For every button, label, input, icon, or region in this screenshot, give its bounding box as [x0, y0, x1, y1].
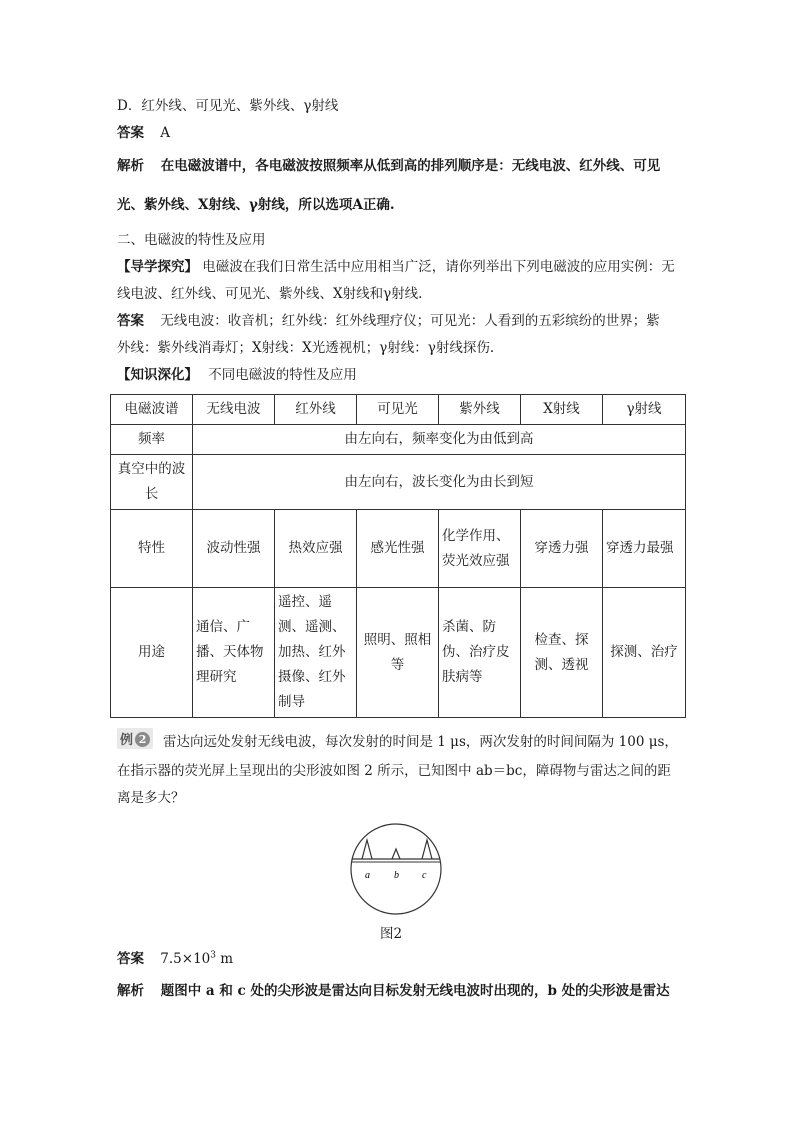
analysis-text: 题图中 a 和 c 处的尖形波是雷达向目标发射无线电波时出现的，b 处的尖形波是雷达: [160, 983, 670, 999]
analysis-3: [117, 982, 685, 1000]
table-row-label: 真空中的波长: [111, 455, 193, 510]
answer-label: 答案: [117, 951, 144, 967]
analysis-text: 在电磁波谱中，各电磁波按照频率从低到高的排列顺序是：无线电波、红外线、可见: [160, 158, 661, 174]
answer-value: A: [160, 125, 171, 141]
pulse-a: [362, 840, 372, 859]
answer-exponent: 3: [210, 950, 216, 961]
table-header-cell: γ射线: [603, 395, 686, 425]
example-number: 2: [135, 732, 150, 747]
radar-screen-figure: [346, 822, 446, 916]
table-row-label: 用途: [111, 588, 193, 718]
em-spectrum-table: [110, 394, 686, 718]
answer-unit: m: [216, 951, 234, 967]
table-header-cell: 紫外线: [439, 395, 521, 425]
answer-3: [117, 950, 685, 968]
table-cell: 化学作用、荧光效应强: [439, 510, 521, 588]
answer-2-line-2: 外线：紫外线消毒灯；X射线：X光透视机；γ射线：γ射线探伤.: [117, 340, 495, 356]
deepen-label: 【知识深化】: [117, 367, 198, 383]
answer-1: [117, 124, 685, 142]
table-row-uses: [111, 588, 686, 718]
guide-line-2: 线电波、红外线、可见光、紫外线、X射线和γ射线.: [117, 286, 423, 302]
table-header-cell: 无线电波: [193, 395, 275, 425]
table-row-wavelength: [111, 455, 686, 510]
table-header-cell: 可见光: [357, 395, 439, 425]
table-header-row: [111, 395, 686, 425]
option-d: D．红外线、可见光、紫外线、γ射线: [117, 98, 339, 114]
screen-circle: [351, 824, 441, 914]
table-cell: 检查、探测、透视: [521, 588, 603, 718]
table-cell: 探测、治疗: [603, 588, 686, 718]
table-row-frequency: [111, 425, 686, 455]
analysis-label: 解析: [117, 158, 144, 174]
table-row-label: 特性: [111, 510, 193, 588]
analysis-label: 解析: [117, 983, 144, 999]
section-title: 二、电磁波的特性及应用: [117, 232, 266, 248]
answer-base: 7.5×10: [160, 951, 211, 967]
example-text-line-2: 在指示器的荧光屏上呈现出的尖形波如图 2 所示，已知图中 ab＝bc，障碍物与雷达之间的距: [117, 763, 671, 779]
pulse-c: [422, 840, 432, 859]
answer-label: 答案: [117, 125, 144, 141]
guide-text: 电磁波在我们日常生活中应用相当广泛，请你列举出下列电磁波的应用实例：无: [202, 259, 675, 275]
figure-caption: 图2: [380, 926, 403, 942]
table-header-cell: X射线: [521, 395, 603, 425]
table-cell: 遥控、遥测、遥测、加热、红外摄像、红外制导: [275, 588, 357, 718]
example-text-line-3: 离是多大？: [117, 790, 185, 806]
table-row-label: 频率: [111, 425, 193, 455]
label-c: c: [422, 870, 427, 881]
guide-line-1: [117, 258, 685, 276]
answer-text: 无线电波：收音机；红外线：红外线理疗仪；可见光：人看到的五彩缤纷的世界；紫: [160, 313, 660, 329]
example-label: 例: [120, 733, 134, 748]
table-row-traits: [111, 510, 686, 588]
table-cell: 穿透力最强: [603, 510, 686, 588]
table-cell: 穿透力强: [521, 510, 603, 588]
analysis-1-line-2: 光、紫外线、X射线、γ射线，所以选项A正确.: [117, 197, 395, 213]
table-cell: 热效应强: [275, 510, 357, 588]
example-text-line-1: 雷达向远处发射无线电波，每次发射的时间是 1 μs，两次发射的时间间隔为 100 μs，: [163, 734, 678, 750]
example-badge: [117, 728, 153, 749]
table-header-cell: 电磁波谱: [111, 395, 193, 425]
answer-2-line-1: [117, 312, 685, 330]
table-cell: 杀菌、防伪、治疗皮肤病等: [439, 588, 521, 718]
table-cell: 波动性强: [193, 510, 275, 588]
table-cell: 由左向右，频率变化为由低到高: [193, 425, 686, 455]
label-b: b: [394, 870, 399, 881]
pulse-b: [392, 849, 400, 859]
deepen-title: 不同电磁波的特性及应用: [208, 367, 357, 383]
table-cell: 感光性强: [357, 510, 439, 588]
deepen-heading: [117, 366, 685, 384]
label-a: a: [365, 870, 370, 881]
table-header-cell: 红外线: [275, 395, 357, 425]
answer-label: 答案: [117, 313, 144, 329]
guide-label: 【导学探究】: [117, 259, 198, 275]
table-cell: 由左向右，波长变化为由长到短: [193, 455, 686, 510]
table-cell: 通信、广播、天体物理研究: [193, 588, 275, 718]
analysis-1-line-1: [117, 157, 685, 175]
table-cell: 照明、照相等: [357, 588, 439, 718]
